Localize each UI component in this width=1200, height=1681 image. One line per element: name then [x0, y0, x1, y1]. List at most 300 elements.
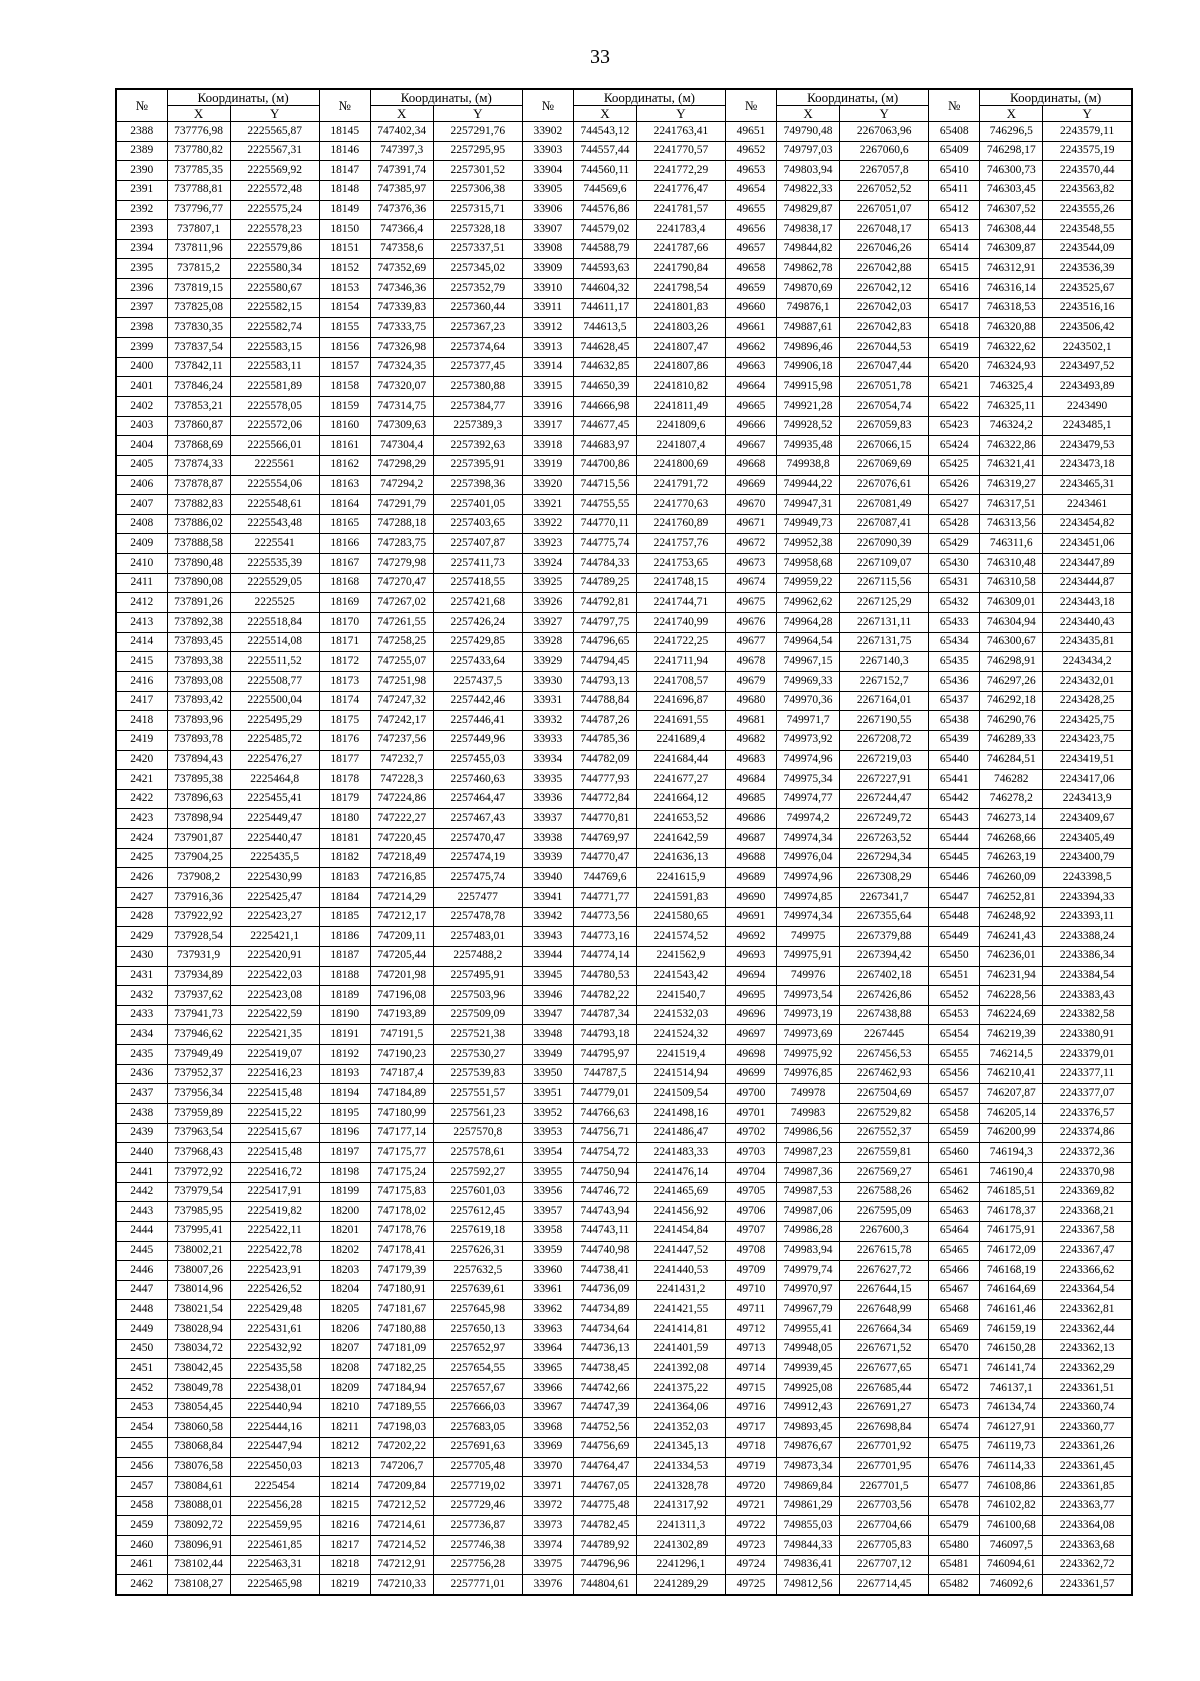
table-row [116, 966, 1132, 986]
x-coordinate-cell: 737837,54 [167, 338, 230, 358]
table-row [116, 220, 1132, 240]
x-coordinate-cell: 737901,87 [167, 829, 230, 849]
y-coordinate-cell: 2267714,45 [840, 1575, 929, 1595]
y-coordinate-cell: 2243425,75 [1043, 711, 1132, 731]
point-number-cell: 33928 [522, 632, 573, 652]
x-coordinate-cell: 746321,41 [980, 455, 1043, 475]
y-coordinate-cell: 2225421,35 [230, 1025, 319, 1045]
point-number-cell: 2445 [116, 1241, 167, 1261]
x-coordinate-cell: 749928,52 [777, 416, 840, 436]
point-number-cell: 18216 [319, 1516, 370, 1536]
y-coordinate-cell: 2243502,1 [1043, 338, 1132, 358]
x-coordinate-cell: 749844,33 [777, 1536, 840, 1556]
point-number-cell: 2409 [116, 534, 167, 554]
table-row [116, 1398, 1132, 1418]
x-coordinate-cell: 737985,95 [167, 1202, 230, 1222]
y-coordinate-cell: 2267445 [840, 1025, 929, 1045]
y-coordinate-cell: 2267131,11 [840, 613, 929, 633]
point-number-cell: 65418 [929, 318, 980, 338]
y-coordinate-cell: 2225566,01 [230, 436, 319, 456]
point-number-cell: 49651 [726, 122, 777, 142]
y-coordinate-cell: 2267069,69 [840, 455, 929, 475]
point-number-cell: 33937 [522, 809, 573, 829]
point-number-cell: 65477 [929, 1477, 980, 1497]
point-number-cell: 49715 [726, 1379, 777, 1399]
x-coordinate-cell: 737882,83 [167, 495, 230, 515]
point-number-cell: 49654 [726, 180, 777, 200]
y-coordinate-cell: 2241696,87 [636, 691, 725, 711]
x-coordinate-cell: 738096,91 [167, 1536, 230, 1556]
point-number-cell: 49656 [726, 220, 777, 240]
point-number-cell: 18180 [319, 809, 370, 829]
y-coordinate-cell: 2225582,74 [230, 318, 319, 338]
point-number-cell: 18219 [319, 1575, 370, 1595]
point-number-cell: 2452 [116, 1379, 167, 1399]
x-coordinate-cell: 738108,27 [167, 1575, 230, 1595]
x-coordinate-cell: 749869,84 [777, 1477, 840, 1497]
table-row [116, 239, 1132, 259]
point-number-cell: 49678 [726, 652, 777, 672]
y-coordinate-cell: 2241401,59 [636, 1339, 725, 1359]
point-number-cell: 33926 [522, 593, 573, 613]
table-row [116, 141, 1132, 161]
point-number-cell: 2389 [116, 141, 167, 161]
y-coordinate-cell: 2241562,9 [636, 946, 725, 966]
point-number-cell: 33913 [522, 338, 573, 358]
x-coordinate-cell: 737979,54 [167, 1182, 230, 1202]
x-coordinate-cell: 746185,51 [980, 1182, 1043, 1202]
x-coordinate-cell: 737807,1 [167, 220, 230, 240]
point-number-cell: 65445 [929, 848, 980, 868]
x-coordinate-cell: 737892,38 [167, 613, 230, 633]
y-coordinate-cell: 2225419,07 [230, 1045, 319, 1065]
y-coordinate-cell: 2257736,87 [433, 1516, 522, 1536]
point-number-cell: 2412 [116, 593, 167, 613]
x-coordinate-cell: 738088,01 [167, 1496, 230, 1516]
x-coordinate-cell: 744787,26 [573, 711, 636, 731]
x-coordinate-cell: 749975,91 [777, 946, 840, 966]
point-number-cell: 18157 [319, 357, 370, 377]
y-coordinate-cell: 2241456,92 [636, 1202, 725, 1222]
point-number-cell: 2444 [116, 1221, 167, 1241]
point-number-cell: 2393 [116, 220, 167, 240]
y-coordinate-cell: 2225543,48 [230, 514, 319, 534]
point-number-cell: 49717 [726, 1418, 777, 1438]
x-coordinate-cell: 746300,73 [980, 161, 1043, 181]
point-number-cell: 2423 [116, 809, 167, 829]
x-coordinate-cell: 746300,67 [980, 632, 1043, 652]
y-coordinate-cell: 2241540,7 [636, 986, 725, 1006]
x-coordinate-cell: 749967,15 [777, 652, 840, 672]
y-coordinate-cell: 2225456,28 [230, 1496, 319, 1516]
y-coordinate-cell: 2257654,55 [433, 1359, 522, 1379]
y-coordinate-cell: 2257421,68 [433, 593, 522, 613]
y-coordinate-cell: 2241574,52 [636, 927, 725, 947]
point-number-cell: 2447 [116, 1280, 167, 1300]
point-number-cell: 2391 [116, 180, 167, 200]
point-number-cell: 18206 [319, 1320, 370, 1340]
table-row [116, 534, 1132, 554]
point-number-cell: 18208 [319, 1359, 370, 1379]
x-coordinate-cell: 746219,39 [980, 1025, 1043, 1045]
x-coordinate-cell: 746308,44 [980, 220, 1043, 240]
point-number-cell: 33972 [522, 1496, 573, 1516]
x-coordinate-cell: 737922,92 [167, 907, 230, 927]
x-coordinate-cell: 738092,72 [167, 1516, 230, 1536]
point-number-cell: 2459 [116, 1516, 167, 1536]
point-number-cell: 33908 [522, 239, 573, 259]
x-coordinate-cell: 747178,02 [370, 1202, 433, 1222]
point-number-cell: 65426 [929, 475, 980, 495]
point-number-cell: 33946 [522, 986, 573, 1006]
y-coordinate-cell: 2257429,85 [433, 632, 522, 652]
table-row [116, 1221, 1132, 1241]
point-number-cell: 2456 [116, 1457, 167, 1477]
y-coordinate-cell: 2257467,43 [433, 809, 522, 829]
point-number-cell: 49702 [726, 1123, 777, 1143]
y-coordinate-cell: 2267090,39 [840, 534, 929, 554]
x-coordinate-cell: 749906,18 [777, 357, 840, 377]
x-coordinate-cell: 749876,1 [777, 298, 840, 318]
y-coordinate-cell: 2243400,79 [1043, 848, 1132, 868]
y-coordinate-cell: 2241722,25 [636, 632, 725, 652]
table-body [116, 122, 1132, 1596]
y-coordinate-cell: 2267705,83 [840, 1536, 929, 1556]
x-coordinate-cell: 744771,77 [573, 887, 636, 907]
x-coordinate-cell: 744797,75 [573, 613, 636, 633]
x-coordinate-cell: 744593,63 [573, 259, 636, 279]
x-coordinate-cell: 744773,56 [573, 907, 636, 927]
point-number-cell: 65452 [929, 986, 980, 1006]
point-number-cell: 18202 [319, 1241, 370, 1261]
x-coordinate-cell: 746210,41 [980, 1064, 1043, 1084]
x-coordinate-cell: 737916,36 [167, 887, 230, 907]
y-coordinate-cell: 2225421,1 [230, 927, 319, 947]
x-coordinate-cell: 747202,22 [370, 1437, 433, 1457]
table-row [116, 1555, 1132, 1575]
x-coordinate-cell: 749952,38 [777, 534, 840, 554]
y-coordinate-cell: 2257380,88 [433, 377, 522, 397]
y-coordinate-cell: 2243536,39 [1043, 259, 1132, 279]
x-coordinate-cell: 744576,86 [573, 200, 636, 220]
x-coordinate-cell: 744736,13 [573, 1339, 636, 1359]
point-number-cell: 65436 [929, 671, 980, 691]
y-coordinate-cell: 2243447,89 [1043, 554, 1132, 574]
point-number-cell: 2440 [116, 1143, 167, 1163]
y-coordinate-cell: 2225565,87 [230, 122, 319, 142]
y-coordinate-cell: 2241524,32 [636, 1025, 725, 1045]
y-coordinate-cell: 2257503,96 [433, 986, 522, 1006]
point-number-cell: 18154 [319, 298, 370, 318]
point-number-cell: 33957 [522, 1202, 573, 1222]
x-coordinate-cell: 737893,45 [167, 632, 230, 652]
table-row [116, 1123, 1132, 1143]
y-coordinate-cell: 2225455,41 [230, 789, 319, 809]
y-coordinate-cell: 2267438,88 [840, 1005, 929, 1025]
y-coordinate-cell: 2257601,03 [433, 1182, 522, 1202]
y-coordinate-cell: 2225485,72 [230, 730, 319, 750]
y-coordinate-cell: 2243490 [1043, 396, 1132, 416]
point-number-cell: 33911 [522, 298, 573, 318]
y-coordinate-cell: 2225581,89 [230, 377, 319, 397]
y-coordinate-cell: 2241801,83 [636, 298, 725, 318]
x-coordinate-cell: 744772,84 [573, 789, 636, 809]
y-coordinate-cell: 2267042,88 [840, 259, 929, 279]
y-coordinate-cell: 2225461,85 [230, 1536, 319, 1556]
x-coordinate-cell: 749944,22 [777, 475, 840, 495]
x-coordinate-cell: 749797,03 [777, 141, 840, 161]
x-coordinate-cell: 746319,27 [980, 475, 1043, 495]
y-coordinate-cell: 2257437,5 [433, 671, 522, 691]
table-row [116, 1320, 1132, 1340]
x-column-header: X [573, 106, 636, 122]
x-coordinate-cell: 744755,55 [573, 495, 636, 515]
y-coordinate-cell: 2257295,95 [433, 141, 522, 161]
point-number-cell: 18151 [319, 239, 370, 259]
x-coordinate-cell: 737811,96 [167, 239, 230, 259]
y-coordinate-cell: 2267042,12 [840, 279, 929, 299]
point-number-cell: 18175 [319, 711, 370, 731]
y-coordinate-cell: 2243364,54 [1043, 1280, 1132, 1300]
y-coordinate-cell: 2243544,09 [1043, 239, 1132, 259]
x-coordinate-cell: 747304,4 [370, 436, 433, 456]
x-coordinate-cell: 744613,5 [573, 318, 636, 338]
point-number-cell: 65427 [929, 495, 980, 515]
point-number-cell: 65451 [929, 966, 980, 986]
table-row [116, 1418, 1132, 1438]
point-number-cell: 49659 [726, 279, 777, 299]
x-coordinate-cell: 747216,85 [370, 868, 433, 888]
x-coordinate-cell: 747267,02 [370, 593, 433, 613]
y-column-header: Y [840, 106, 929, 122]
y-coordinate-cell: 2225454 [230, 1477, 319, 1497]
coordinates-table [115, 88, 1133, 1596]
point-number-cell: 2443 [116, 1202, 167, 1222]
x-coordinate-cell: 737796,77 [167, 200, 230, 220]
y-coordinate-cell: 2257729,46 [433, 1496, 522, 1516]
point-number-cell: 65408 [929, 122, 980, 142]
point-number-cell: 2399 [116, 338, 167, 358]
x-coordinate-cell: 746190,4 [980, 1162, 1043, 1182]
y-coordinate-cell: 2257337,51 [433, 239, 522, 259]
number-column-header: № [726, 89, 777, 122]
x-coordinate-cell: 744743,11 [573, 1221, 636, 1241]
y-coordinate-cell: 2257475,74 [433, 868, 522, 888]
point-number-cell: 18197 [319, 1143, 370, 1163]
y-coordinate-cell: 2243367,47 [1043, 1241, 1132, 1261]
x-coordinate-cell: 747180,99 [370, 1104, 433, 1124]
point-number-cell: 2425 [116, 848, 167, 868]
point-number-cell: 33947 [522, 1005, 573, 1025]
x-coordinate-cell: 737890,08 [167, 573, 230, 593]
point-number-cell: 65435 [929, 652, 980, 672]
x-coordinate-cell: 737891,26 [167, 593, 230, 613]
point-number-cell: 33960 [522, 1261, 573, 1281]
point-number-cell: 18163 [319, 475, 370, 495]
table-row [116, 455, 1132, 475]
point-number-cell: 18152 [319, 259, 370, 279]
x-coordinate-cell: 747251,98 [370, 671, 433, 691]
point-number-cell: 33918 [522, 436, 573, 456]
point-number-cell: 49709 [726, 1261, 777, 1281]
point-number-cell: 18195 [319, 1104, 370, 1124]
point-number-cell: 2448 [116, 1300, 167, 1320]
y-coordinate-cell: 2267704,66 [840, 1516, 929, 1536]
y-coordinate-cell: 2225554,06 [230, 475, 319, 495]
point-number-cell: 33931 [522, 691, 573, 711]
x-coordinate-cell: 749986,28 [777, 1221, 840, 1241]
y-coordinate-cell: 2241509,54 [636, 1084, 725, 1104]
x-coordinate-cell: 746322,62 [980, 338, 1043, 358]
x-coordinate-cell: 747220,45 [370, 829, 433, 849]
y-coordinate-cell: 2241498,16 [636, 1104, 725, 1124]
table-row [116, 514, 1132, 534]
point-number-cell: 2458 [116, 1496, 167, 1516]
point-number-cell: 65442 [929, 789, 980, 809]
x-coordinate-cell: 746324,2 [980, 416, 1043, 436]
table-row [116, 357, 1132, 377]
table-row [116, 1575, 1132, 1595]
point-number-cell: 65419 [929, 338, 980, 358]
y-column-header: Y [230, 106, 319, 122]
y-coordinate-cell: 2267355,64 [840, 907, 929, 927]
y-coordinate-cell: 2243443,18 [1043, 593, 1132, 613]
point-number-cell: 2460 [116, 1536, 167, 1556]
y-coordinate-cell: 2257401,05 [433, 495, 522, 515]
x-coordinate-cell: 747184,89 [370, 1084, 433, 1104]
x-coordinate-cell: 749974,34 [777, 829, 840, 849]
x-coordinate-cell: 747288,18 [370, 514, 433, 534]
y-coordinate-cell: 2257683,05 [433, 1418, 522, 1438]
y-coordinate-cell: 2243377,11 [1043, 1064, 1132, 1084]
x-coordinate-cell: 746325,4 [980, 377, 1043, 397]
y-coordinate-cell: 2257291,76 [433, 122, 522, 142]
y-coordinate-cell: 2241483,33 [636, 1143, 725, 1163]
x-coordinate-cell: 749803,94 [777, 161, 840, 181]
y-coordinate-cell: 2225447,94 [230, 1437, 319, 1457]
y-coordinate-cell: 2257483,01 [433, 927, 522, 947]
y-column-header: Y [1043, 106, 1132, 122]
y-coordinate-cell: 2243361,26 [1043, 1437, 1132, 1457]
y-coordinate-cell: 2257477 [433, 887, 522, 907]
x-coordinate-cell: 737830,35 [167, 318, 230, 338]
point-number-cell: 18146 [319, 141, 370, 161]
y-coordinate-cell: 2225430,99 [230, 868, 319, 888]
x-coordinate-cell: 737995,41 [167, 1221, 230, 1241]
point-number-cell: 49677 [726, 632, 777, 652]
point-number-cell: 18158 [319, 377, 370, 397]
y-coordinate-cell: 2257392,63 [433, 436, 522, 456]
point-number-cell: 49653 [726, 161, 777, 181]
point-number-cell: 33906 [522, 200, 573, 220]
point-number-cell: 33914 [522, 357, 573, 377]
x-coordinate-cell: 746316,14 [980, 279, 1043, 299]
point-number-cell: 65472 [929, 1379, 980, 1399]
x-coordinate-cell: 747214,29 [370, 887, 433, 907]
x-coordinate-cell: 737928,54 [167, 927, 230, 947]
table-row [116, 789, 1132, 809]
point-number-cell: 65411 [929, 180, 980, 200]
y-coordinate-cell: 2257377,45 [433, 357, 522, 377]
x-coordinate-cell: 747175,83 [370, 1182, 433, 1202]
y-coordinate-cell: 2267462,93 [840, 1064, 929, 1084]
point-number-cell: 65480 [929, 1536, 980, 1556]
point-number-cell: 65456 [929, 1064, 980, 1084]
point-number-cell: 65433 [929, 613, 980, 633]
x-coordinate-cell: 737895,38 [167, 770, 230, 790]
point-number-cell: 65481 [929, 1555, 980, 1575]
table-row [116, 573, 1132, 593]
point-number-cell: 2415 [116, 652, 167, 672]
table-row [116, 259, 1132, 279]
point-number-cell: 18165 [319, 514, 370, 534]
y-coordinate-cell: 2257561,23 [433, 1104, 522, 1124]
y-coordinate-cell: 2267648,99 [840, 1300, 929, 1320]
y-coordinate-cell: 2267698,84 [840, 1418, 929, 1438]
point-number-cell: 65463 [929, 1202, 980, 1222]
y-coordinate-cell: 2241375,22 [636, 1379, 725, 1399]
x-coordinate-cell: 744588,79 [573, 239, 636, 259]
y-coordinate-cell: 2243428,25 [1043, 691, 1132, 711]
x-coordinate-cell: 746317,51 [980, 495, 1043, 515]
point-number-cell: 18185 [319, 907, 370, 927]
number-column-header: № [522, 89, 573, 122]
x-coordinate-cell: 744738,45 [573, 1359, 636, 1379]
table-row [116, 1162, 1132, 1182]
x-coordinate-cell: 744632,85 [573, 357, 636, 377]
y-coordinate-cell: 2225463,31 [230, 1555, 319, 1575]
point-number-cell: 49665 [726, 396, 777, 416]
x-coordinate-cell: 737934,89 [167, 966, 230, 986]
x-coordinate-cell: 749887,61 [777, 318, 840, 338]
x-coordinate-cell: 746228,56 [980, 986, 1043, 1006]
table-row [116, 1084, 1132, 1104]
point-number-cell: 2418 [116, 711, 167, 731]
x-coordinate-cell: 747376,36 [370, 200, 433, 220]
y-coordinate-cell: 2243548,55 [1043, 220, 1132, 240]
point-number-cell: 33922 [522, 514, 573, 534]
x-coordinate-cell: 746100,68 [980, 1516, 1043, 1536]
point-number-cell: 18207 [319, 1339, 370, 1359]
x-coordinate-cell: 744792,81 [573, 593, 636, 613]
y-coordinate-cell: 2267048,17 [840, 220, 929, 240]
y-coordinate-cell: 2267595,09 [840, 1202, 929, 1222]
x-coordinate-cell: 749973,54 [777, 986, 840, 1006]
y-coordinate-cell: 2267081,49 [840, 495, 929, 515]
x-coordinate-cell: 749974,77 [777, 789, 840, 809]
y-coordinate-cell: 2241787,66 [636, 239, 725, 259]
x-coordinate-cell: 738060,58 [167, 1418, 230, 1438]
table-row [116, 613, 1132, 633]
x-coordinate-cell: 737825,08 [167, 298, 230, 318]
x-coordinate-cell: 737972,92 [167, 1162, 230, 1182]
point-number-cell: 49699 [726, 1064, 777, 1084]
x-coordinate-cell: 747346,36 [370, 279, 433, 299]
x-coordinate-cell: 737874,33 [167, 455, 230, 475]
table-row [116, 377, 1132, 397]
x-coordinate-cell: 747212,17 [370, 907, 433, 927]
x-coordinate-cell: 749973,69 [777, 1025, 840, 1045]
point-number-cell: 65458 [929, 1104, 980, 1124]
x-coordinate-cell: 744736,09 [573, 1280, 636, 1300]
x-coordinate-cell: 749974,85 [777, 887, 840, 907]
x-coordinate-cell: 738034,72 [167, 1339, 230, 1359]
x-coordinate-cell: 738076,58 [167, 1457, 230, 1477]
x-coordinate-cell: 749812,56 [777, 1575, 840, 1595]
point-number-cell: 65450 [929, 946, 980, 966]
x-coordinate-cell: 744700,86 [573, 455, 636, 475]
point-number-cell: 49664 [726, 377, 777, 397]
